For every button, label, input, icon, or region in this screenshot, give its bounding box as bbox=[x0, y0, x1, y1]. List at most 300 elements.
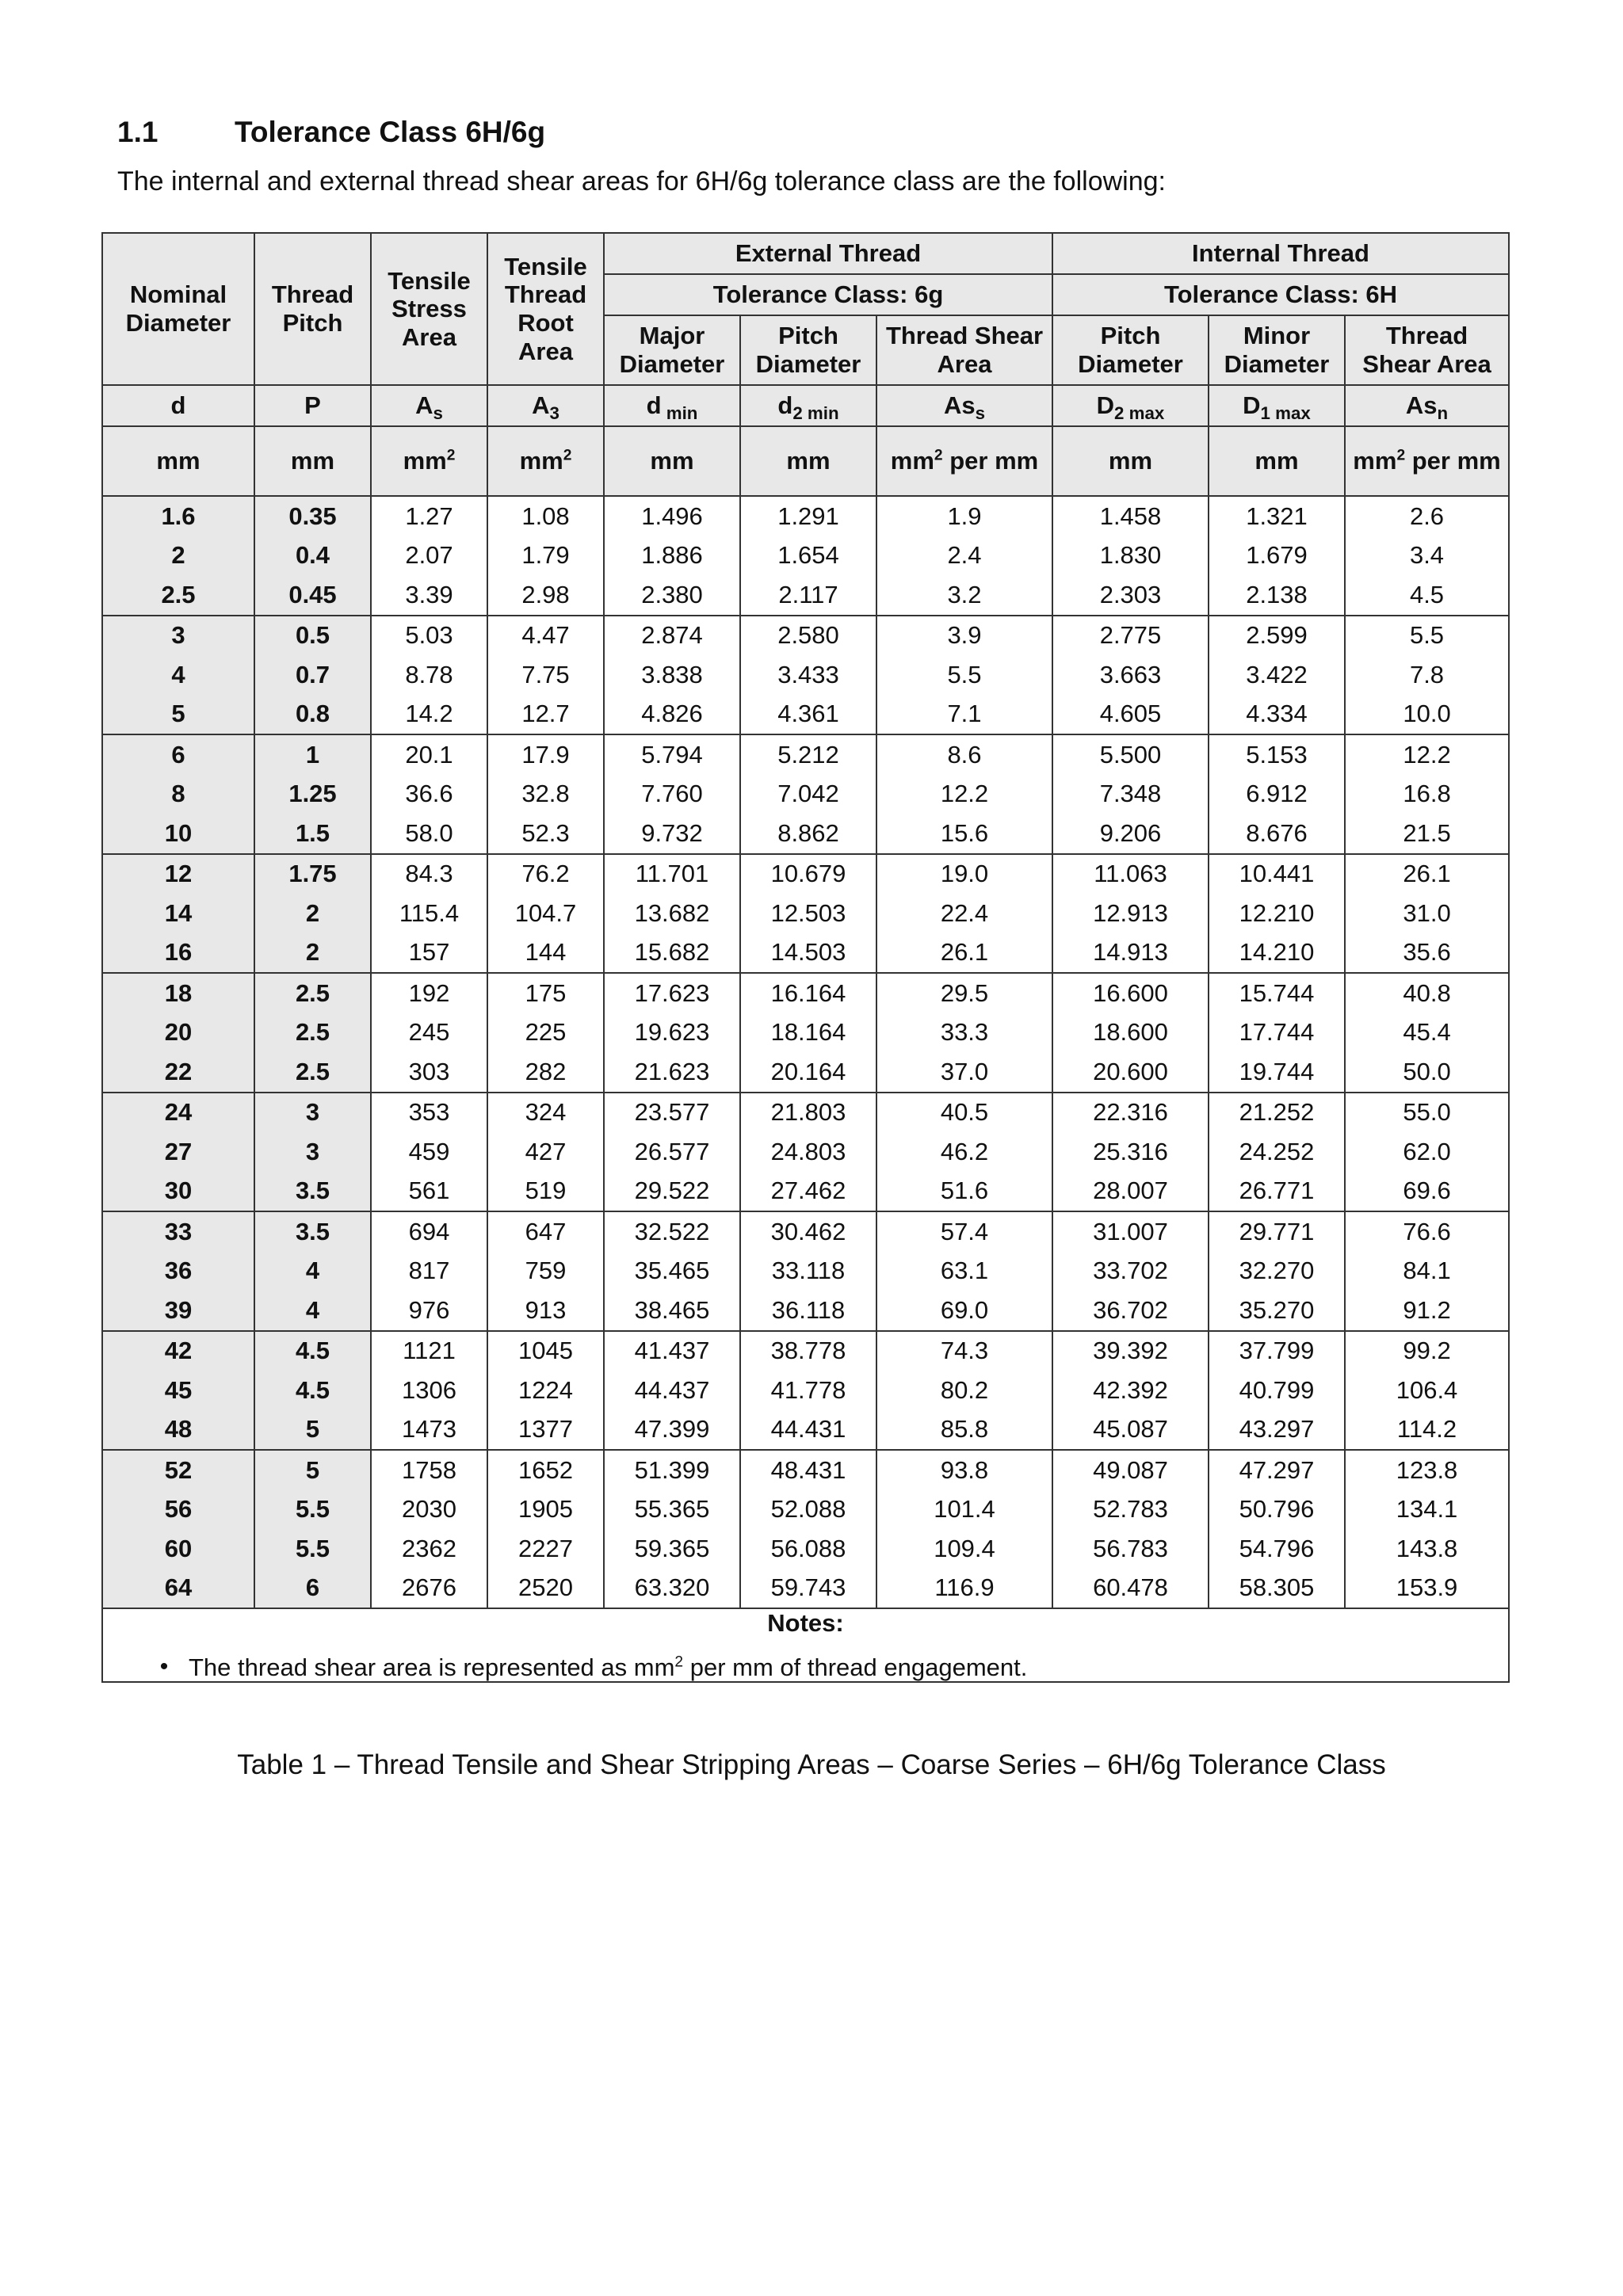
header-external-thread: External Thread bbox=[604, 233, 1052, 274]
unit-mm: mm bbox=[1209, 426, 1345, 496]
cell-root-area: 1652 bbox=[487, 1450, 604, 1490]
cell-nominal-diameter: 64 bbox=[102, 1569, 254, 1609]
cell-nominal-diameter: 30 bbox=[102, 1172, 254, 1212]
cell-root-area: 519 bbox=[487, 1172, 604, 1212]
cell-ext-shear-area: 80.2 bbox=[876, 1371, 1052, 1410]
cell-int-shear-area: 76.6 bbox=[1345, 1211, 1509, 1252]
cell-int-shear-area: 153.9 bbox=[1345, 1569, 1509, 1609]
intro-paragraph: The internal and external thread shear areas for 6H/6g tolerance class are the following: bbox=[117, 166, 1166, 196]
cell-tensile-stress-area: 2.07 bbox=[371, 536, 487, 576]
cell-tensile-stress-area: 303 bbox=[371, 1052, 487, 1093]
cell-ext-major-diameter: 3.838 bbox=[604, 655, 740, 695]
cell-thread-pitch: 4 bbox=[254, 1291, 371, 1331]
cell-root-area: 2.98 bbox=[487, 575, 604, 616]
header-int-minor-diameter: Minor Diameter bbox=[1209, 315, 1345, 385]
cell-tensile-stress-area: 694 bbox=[371, 1211, 487, 1252]
cell-ext-pitch-diameter: 30.462 bbox=[740, 1211, 876, 1252]
table-row bbox=[102, 1211, 1509, 1252]
cell-ext-major-diameter: 5.794 bbox=[604, 734, 740, 775]
cell-int-pitch-diameter: 52.783 bbox=[1052, 1490, 1209, 1530]
cell-ext-major-diameter: 47.399 bbox=[604, 1410, 740, 1451]
cell-int-minor-diameter: 29.771 bbox=[1209, 1211, 1345, 1252]
header-tensile-thread-root-area: Tensile Thread Root Area bbox=[487, 233, 604, 385]
cell-thread-pitch: 0.5 bbox=[254, 616, 371, 656]
table-row bbox=[102, 1172, 1509, 1212]
cell-ext-pitch-diameter: 59.743 bbox=[740, 1569, 876, 1609]
cell-ext-pitch-diameter: 2.117 bbox=[740, 575, 876, 616]
cell-thread-pitch: 0.8 bbox=[254, 695, 371, 735]
cell-root-area: 647 bbox=[487, 1211, 604, 1252]
cell-nominal-diameter: 24 bbox=[102, 1093, 254, 1133]
cell-int-shear-area: 12.2 bbox=[1345, 734, 1509, 775]
symbol-d1-max: $D_{1 max}$ bbox=[1209, 385, 1345, 426]
cell-ext-shear-area: 1.9 bbox=[876, 496, 1052, 536]
cell-tensile-stress-area: 353 bbox=[371, 1093, 487, 1133]
header-row-units bbox=[102, 426, 1509, 496]
cell-ext-pitch-diameter: 38.778 bbox=[740, 1331, 876, 1371]
cell-root-area: 1045 bbox=[487, 1331, 604, 1371]
cell-ext-pitch-diameter: 3.433 bbox=[740, 655, 876, 695]
cell-tensile-stress-area: 1121 bbox=[371, 1331, 487, 1371]
symbol-a3: $A_3$ bbox=[487, 385, 604, 426]
cell-int-pitch-diameter: 11.063 bbox=[1052, 854, 1209, 894]
cell-int-shear-area: 106.4 bbox=[1345, 1371, 1509, 1410]
header-thread-pitch: Thread Pitch bbox=[254, 233, 371, 385]
cell-int-pitch-diameter: 14.913 bbox=[1052, 933, 1209, 974]
cell-thread-pitch: 6 bbox=[254, 1569, 371, 1609]
cell-ext-shear-area: 5.5 bbox=[876, 655, 1052, 695]
cell-tensile-stress-area: 245 bbox=[371, 1013, 487, 1053]
cell-root-area: 282 bbox=[487, 1052, 604, 1093]
cell-nominal-diameter: 16 bbox=[102, 933, 254, 974]
cell-thread-pitch: 2 bbox=[254, 933, 371, 974]
cell-tensile-stress-area: 5.03 bbox=[371, 616, 487, 656]
cell-tensile-stress-area: 1306 bbox=[371, 1371, 487, 1410]
header-int-pitch-diameter: Pitch Diameter bbox=[1052, 315, 1209, 385]
cell-ext-pitch-diameter: 4.361 bbox=[740, 695, 876, 735]
cell-int-minor-diameter: 17.744 bbox=[1209, 1013, 1345, 1053]
cell-nominal-diameter: 60 bbox=[102, 1529, 254, 1569]
cell-ext-major-diameter: 13.682 bbox=[604, 894, 740, 933]
cell-ext-major-diameter: 32.522 bbox=[604, 1211, 740, 1252]
cell-nominal-diameter: 56 bbox=[102, 1490, 254, 1530]
cell-ext-major-diameter: 21.623 bbox=[604, 1052, 740, 1093]
cell-int-pitch-diameter: 5.500 bbox=[1052, 734, 1209, 775]
unit-mm: mm bbox=[102, 426, 254, 496]
cell-int-pitch-diameter: 4.605 bbox=[1052, 695, 1209, 735]
cell-thread-pitch: 5 bbox=[254, 1410, 371, 1451]
cell-int-minor-diameter: 14.210 bbox=[1209, 933, 1345, 974]
cell-tensile-stress-area: 561 bbox=[371, 1172, 487, 1212]
cell-ext-shear-area: 26.1 bbox=[876, 933, 1052, 974]
header-int-tolerance: Tolerance Class: 6H bbox=[1052, 274, 1509, 315]
table-row bbox=[102, 933, 1509, 974]
table-row bbox=[102, 1132, 1509, 1172]
cell-nominal-diameter: 52 bbox=[102, 1450, 254, 1490]
cell-int-shear-area: 123.8 bbox=[1345, 1450, 1509, 1490]
cell-thread-pitch: 5.5 bbox=[254, 1490, 371, 1530]
cell-thread-pitch: 0.7 bbox=[254, 655, 371, 695]
cell-tensile-stress-area: 3.39 bbox=[371, 575, 487, 616]
cell-ext-major-diameter: 23.577 bbox=[604, 1093, 740, 1133]
symbol-asn: $As_n$ bbox=[1345, 385, 1509, 426]
cell-nominal-diameter: 14 bbox=[102, 894, 254, 933]
symbol-d: d bbox=[102, 385, 254, 426]
cell-tensile-stress-area: 976 bbox=[371, 1291, 487, 1331]
cell-ext-major-diameter: 17.623 bbox=[604, 973, 740, 1013]
table-row bbox=[102, 536, 1509, 576]
cell-int-pitch-diameter: 56.783 bbox=[1052, 1529, 1209, 1569]
cell-ext-major-diameter: 41.437 bbox=[604, 1331, 740, 1371]
cell-int-pitch-diameter: 25.316 bbox=[1052, 1132, 1209, 1172]
cell-root-area: 2520 bbox=[487, 1569, 604, 1609]
table-row bbox=[102, 854, 1509, 894]
cell-tensile-stress-area: 8.78 bbox=[371, 655, 487, 695]
cell-ext-major-diameter: 26.577 bbox=[604, 1132, 740, 1172]
cell-tensile-stress-area: 459 bbox=[371, 1132, 487, 1172]
header-ext-tolerance: Tolerance Class: 6g bbox=[604, 274, 1052, 315]
cell-int-pitch-diameter: 22.316 bbox=[1052, 1093, 1209, 1133]
cell-ext-pitch-diameter: 12.503 bbox=[740, 894, 876, 933]
cell-tensile-stress-area: 36.6 bbox=[371, 775, 487, 814]
header-row-symbols bbox=[102, 385, 1509, 426]
cell-int-shear-area: 69.6 bbox=[1345, 1172, 1509, 1212]
cell-thread-pitch: 1.25 bbox=[254, 775, 371, 814]
cell-ext-major-diameter: 4.826 bbox=[604, 695, 740, 735]
table-row bbox=[102, 1093, 1509, 1133]
cell-nominal-diameter: 1.6 bbox=[102, 496, 254, 536]
cell-int-minor-diameter: 37.799 bbox=[1209, 1331, 1345, 1371]
cell-ext-pitch-diameter: 48.431 bbox=[740, 1450, 876, 1490]
cell-nominal-diameter: 5 bbox=[102, 695, 254, 735]
cell-ext-major-diameter: 2.380 bbox=[604, 575, 740, 616]
header-row-groups bbox=[102, 233, 1509, 274]
cell-int-shear-area: 55.0 bbox=[1345, 1093, 1509, 1133]
section-heading bbox=[117, 116, 545, 149]
cell-nominal-diameter: 27 bbox=[102, 1132, 254, 1172]
notes-title: Notes: bbox=[767, 1609, 844, 1637]
cell-ext-shear-area: 19.0 bbox=[876, 854, 1052, 894]
cell-int-pitch-diameter: 42.392 bbox=[1052, 1371, 1209, 1410]
cell-int-shear-area: 3.4 bbox=[1345, 536, 1509, 576]
cell-ext-shear-area: 93.8 bbox=[876, 1450, 1052, 1490]
cell-tensile-stress-area: 1473 bbox=[371, 1410, 487, 1451]
cell-thread-pitch: 4 bbox=[254, 1252, 371, 1291]
cell-int-minor-diameter: 19.744 bbox=[1209, 1052, 1345, 1093]
symbol-ass: $As_s$ bbox=[876, 385, 1052, 426]
cell-ext-major-diameter: 15.682 bbox=[604, 933, 740, 974]
cell-int-pitch-diameter: 20.600 bbox=[1052, 1052, 1209, 1093]
cell-ext-shear-area: 37.0 bbox=[876, 1052, 1052, 1093]
cell-tensile-stress-area: 192 bbox=[371, 973, 487, 1013]
cell-int-pitch-diameter: 12.913 bbox=[1052, 894, 1209, 933]
cell-int-shear-area: 2.6 bbox=[1345, 496, 1509, 536]
cell-int-minor-diameter: 26.771 bbox=[1209, 1172, 1345, 1212]
cell-ext-shear-area: 7.1 bbox=[876, 695, 1052, 735]
table-row bbox=[102, 1331, 1509, 1371]
cell-ext-shear-area: 40.5 bbox=[876, 1093, 1052, 1133]
cell-int-shear-area: 114.2 bbox=[1345, 1410, 1509, 1451]
cell-int-minor-diameter: 2.138 bbox=[1209, 575, 1345, 616]
table-row bbox=[102, 1450, 1509, 1490]
cell-ext-pitch-diameter: 33.118 bbox=[740, 1252, 876, 1291]
cell-tensile-stress-area: 1.27 bbox=[371, 496, 487, 536]
cell-nominal-diameter: 10 bbox=[102, 814, 254, 854]
table-row bbox=[102, 1052, 1509, 1093]
cell-thread-pitch: 3.5 bbox=[254, 1211, 371, 1252]
cell-root-area: 104.7 bbox=[487, 894, 604, 933]
cell-int-pitch-diameter: 28.007 bbox=[1052, 1172, 1209, 1212]
cell-ext-major-diameter: 63.320 bbox=[604, 1569, 740, 1609]
cell-ext-pitch-diameter: 36.118 bbox=[740, 1291, 876, 1331]
cell-int-pitch-diameter: 1.830 bbox=[1052, 536, 1209, 576]
cell-ext-major-diameter: 1.496 bbox=[604, 496, 740, 536]
cell-root-area: 913 bbox=[487, 1291, 604, 1331]
cell-ext-pitch-diameter: 8.862 bbox=[740, 814, 876, 854]
cell-thread-pitch: 1 bbox=[254, 734, 371, 775]
cell-int-pitch-diameter: 2.303 bbox=[1052, 575, 1209, 616]
cell-ext-pitch-diameter: 5.212 bbox=[740, 734, 876, 775]
cell-ext-shear-area: 51.6 bbox=[876, 1172, 1052, 1212]
cell-int-pitch-diameter: 1.458 bbox=[1052, 496, 1209, 536]
cell-ext-pitch-diameter: 7.042 bbox=[740, 775, 876, 814]
cell-int-minor-diameter: 1.321 bbox=[1209, 496, 1345, 536]
cell-int-minor-diameter: 4.334 bbox=[1209, 695, 1345, 735]
cell-ext-major-diameter: 44.437 bbox=[604, 1371, 740, 1410]
cell-nominal-diameter: 18 bbox=[102, 973, 254, 1013]
table-row bbox=[102, 973, 1509, 1013]
cell-ext-shear-area: 22.4 bbox=[876, 894, 1052, 933]
cell-int-minor-diameter: 54.796 bbox=[1209, 1529, 1345, 1569]
cell-nominal-diameter: 48 bbox=[102, 1410, 254, 1451]
cell-int-shear-area: 4.5 bbox=[1345, 575, 1509, 616]
table-row bbox=[102, 1291, 1509, 1331]
cell-root-area: 12.7 bbox=[487, 695, 604, 735]
cell-int-minor-diameter: 5.153 bbox=[1209, 734, 1345, 775]
cell-root-area: 175 bbox=[487, 973, 604, 1013]
cell-int-pitch-diameter: 18.600 bbox=[1052, 1013, 1209, 1053]
cell-nominal-diameter: 3 bbox=[102, 616, 254, 656]
table-row bbox=[102, 1529, 1509, 1569]
cell-int-pitch-diameter: 3.663 bbox=[1052, 655, 1209, 695]
header-ext-major-diameter: Major Diameter bbox=[604, 315, 740, 385]
table-row bbox=[102, 1410, 1509, 1451]
cell-int-shear-area: 62.0 bbox=[1345, 1132, 1509, 1172]
cell-ext-major-diameter: 11.701 bbox=[604, 854, 740, 894]
cell-thread-pitch: 3.5 bbox=[254, 1172, 371, 1212]
cell-thread-pitch: 1.5 bbox=[254, 814, 371, 854]
unit-mm2: $mm^2$ bbox=[371, 426, 487, 496]
cell-nominal-diameter: 39 bbox=[102, 1291, 254, 1331]
table-row bbox=[102, 775, 1509, 814]
cell-int-pitch-diameter: 9.206 bbox=[1052, 814, 1209, 854]
cell-int-pitch-diameter: 39.392 bbox=[1052, 1331, 1209, 1371]
cell-int-shear-area: 7.8 bbox=[1345, 655, 1509, 695]
cell-ext-shear-area: 12.2 bbox=[876, 775, 1052, 814]
cell-int-minor-diameter: 3.422 bbox=[1209, 655, 1345, 695]
cell-ext-pitch-diameter: 21.803 bbox=[740, 1093, 876, 1133]
notes-row bbox=[102, 1608, 1509, 1682]
cell-int-minor-diameter: 12.210 bbox=[1209, 894, 1345, 933]
cell-nominal-diameter: 6 bbox=[102, 734, 254, 775]
symbol-as: $A_s$ bbox=[371, 385, 487, 426]
cell-int-minor-diameter: 2.599 bbox=[1209, 616, 1345, 656]
symbol-p: P bbox=[254, 385, 371, 426]
cell-nominal-diameter: 45 bbox=[102, 1371, 254, 1410]
cell-ext-major-diameter: 7.760 bbox=[604, 775, 740, 814]
cell-root-area: 1905 bbox=[487, 1490, 604, 1530]
cell-thread-pitch: 0.45 bbox=[254, 575, 371, 616]
cell-root-area: 32.8 bbox=[487, 775, 604, 814]
cell-thread-pitch: 2.5 bbox=[254, 973, 371, 1013]
cell-ext-shear-area: 109.4 bbox=[876, 1529, 1052, 1569]
header-internal-thread: Internal Thread bbox=[1052, 233, 1509, 274]
cell-int-minor-diameter: 43.297 bbox=[1209, 1410, 1345, 1451]
cell-ext-major-diameter: 1.886 bbox=[604, 536, 740, 576]
table-row bbox=[102, 695, 1509, 735]
unit-mm: mm bbox=[254, 426, 371, 496]
cell-thread-pitch: 0.35 bbox=[254, 496, 371, 536]
cell-int-shear-area: 134.1 bbox=[1345, 1490, 1509, 1530]
cell-ext-shear-area: 15.6 bbox=[876, 814, 1052, 854]
cell-int-minor-diameter: 32.270 bbox=[1209, 1252, 1345, 1291]
cell-int-shear-area: 21.5 bbox=[1345, 814, 1509, 854]
cell-tensile-stress-area: 84.3 bbox=[371, 854, 487, 894]
cell-int-minor-diameter: 21.252 bbox=[1209, 1093, 1345, 1133]
cell-root-area: 76.2 bbox=[487, 854, 604, 894]
header-tensile-stress-area: Tensile Stress Area bbox=[371, 233, 487, 385]
cell-ext-pitch-diameter: 41.778 bbox=[740, 1371, 876, 1410]
cell-ext-shear-area: 2.4 bbox=[876, 536, 1052, 576]
table-row bbox=[102, 894, 1509, 933]
cell-ext-major-diameter: 2.874 bbox=[604, 616, 740, 656]
section-number: 1.1 bbox=[117, 116, 158, 148]
cell-int-minor-diameter: 10.441 bbox=[1209, 854, 1345, 894]
unit-mm2: $mm^2$ bbox=[487, 426, 604, 496]
cell-tensile-stress-area: 2030 bbox=[371, 1490, 487, 1530]
unit-mm2-per-mm: $mm^2$ per mm bbox=[1345, 426, 1509, 496]
cell-tensile-stress-area: 20.1 bbox=[371, 734, 487, 775]
cell-ext-shear-area: 29.5 bbox=[876, 973, 1052, 1013]
cell-nominal-diameter: 2 bbox=[102, 536, 254, 576]
cell-ext-major-diameter: 55.365 bbox=[604, 1490, 740, 1530]
notes-cell bbox=[102, 1608, 1509, 1682]
cell-ext-major-diameter: 9.732 bbox=[604, 814, 740, 854]
cell-int-minor-diameter: 1.679 bbox=[1209, 536, 1345, 576]
cell-ext-pitch-diameter: 27.462 bbox=[740, 1172, 876, 1212]
cell-tensile-stress-area: 2676 bbox=[371, 1569, 487, 1609]
cell-root-area: 144 bbox=[487, 933, 604, 974]
cell-ext-shear-area: 57.4 bbox=[876, 1211, 1052, 1252]
cell-ext-major-diameter: 59.365 bbox=[604, 1529, 740, 1569]
cell-tensile-stress-area: 58.0 bbox=[371, 814, 487, 854]
cell-ext-pitch-diameter: 16.164 bbox=[740, 973, 876, 1013]
cell-root-area: 225 bbox=[487, 1013, 604, 1053]
cell-int-shear-area: 35.6 bbox=[1345, 933, 1509, 974]
cell-ext-shear-area: 33.3 bbox=[876, 1013, 1052, 1053]
cell-int-shear-area: 99.2 bbox=[1345, 1331, 1509, 1371]
cell-root-area: 1377 bbox=[487, 1410, 604, 1451]
cell-int-minor-diameter: 58.305 bbox=[1209, 1569, 1345, 1609]
cell-int-minor-diameter: 50.796 bbox=[1209, 1490, 1345, 1530]
cell-int-shear-area: 26.1 bbox=[1345, 854, 1509, 894]
unit-mm: mm bbox=[604, 426, 740, 496]
cell-int-minor-diameter: 15.744 bbox=[1209, 973, 1345, 1013]
cell-thread-pitch: 5 bbox=[254, 1450, 371, 1490]
table-row bbox=[102, 616, 1509, 656]
cell-ext-pitch-diameter: 52.088 bbox=[740, 1490, 876, 1530]
cell-nominal-diameter: 12 bbox=[102, 854, 254, 894]
header-ext-thread-shear-area: Thread Shear Area bbox=[876, 315, 1052, 385]
table-row bbox=[102, 1013, 1509, 1053]
cell-ext-major-diameter: 35.465 bbox=[604, 1252, 740, 1291]
cell-int-pitch-diameter: 45.087 bbox=[1052, 1410, 1209, 1451]
cell-ext-shear-area: 101.4 bbox=[876, 1490, 1052, 1530]
cell-thread-pitch: 3 bbox=[254, 1093, 371, 1133]
bullet-icon: • bbox=[159, 1653, 169, 1680]
cell-thread-pitch: 2.5 bbox=[254, 1013, 371, 1053]
cell-ext-pitch-diameter: 1.654 bbox=[740, 536, 876, 576]
cell-root-area: 2227 bbox=[487, 1529, 604, 1569]
cell-int-shear-area: 40.8 bbox=[1345, 973, 1509, 1013]
table-row bbox=[102, 734, 1509, 775]
cell-tensile-stress-area: 1758 bbox=[371, 1450, 487, 1490]
cell-nominal-diameter: 42 bbox=[102, 1331, 254, 1371]
cell-ext-shear-area: 85.8 bbox=[876, 1410, 1052, 1451]
note-text: The thread shear area is represented as $mm^2$ per mm of thread engagement. bbox=[189, 1653, 1028, 1681]
cell-ext-major-diameter: 38.465 bbox=[604, 1291, 740, 1331]
cell-tensile-stress-area: 157 bbox=[371, 933, 487, 974]
unit-mm2-per-mm: $mm^2$ per mm bbox=[876, 426, 1052, 496]
cell-thread-pitch: 1.75 bbox=[254, 854, 371, 894]
cell-ext-major-diameter: 19.623 bbox=[604, 1013, 740, 1053]
cell-root-area: 427 bbox=[487, 1132, 604, 1172]
cell-nominal-diameter: 4 bbox=[102, 655, 254, 695]
cell-ext-pitch-diameter: 24.803 bbox=[740, 1132, 876, 1172]
cell-ext-shear-area: 3.9 bbox=[876, 616, 1052, 656]
cell-ext-pitch-diameter: 56.088 bbox=[740, 1529, 876, 1569]
cell-tensile-stress-area: 115.4 bbox=[371, 894, 487, 933]
cell-int-minor-diameter: 35.270 bbox=[1209, 1291, 1345, 1331]
cell-root-area: 7.75 bbox=[487, 655, 604, 695]
cell-nominal-diameter: 8 bbox=[102, 775, 254, 814]
cell-ext-pitch-diameter: 20.164 bbox=[740, 1052, 876, 1093]
cell-root-area: 324 bbox=[487, 1093, 604, 1133]
table-row bbox=[102, 1371, 1509, 1410]
table-row bbox=[102, 496, 1509, 536]
cell-int-pitch-diameter: 31.007 bbox=[1052, 1211, 1209, 1252]
header-ext-pitch-diameter: Pitch Diameter bbox=[740, 315, 876, 385]
cell-tensile-stress-area: 2362 bbox=[371, 1529, 487, 1569]
cell-int-minor-diameter: 47.297 bbox=[1209, 1450, 1345, 1490]
cell-tensile-stress-area: 817 bbox=[371, 1252, 487, 1291]
table-row bbox=[102, 1252, 1509, 1291]
table-row bbox=[102, 575, 1509, 616]
cell-ext-pitch-diameter: 44.431 bbox=[740, 1410, 876, 1451]
cell-ext-pitch-diameter: 14.503 bbox=[740, 933, 876, 974]
table-row bbox=[102, 1569, 1509, 1609]
cell-nominal-diameter: 22 bbox=[102, 1052, 254, 1093]
cell-thread-pitch: 3 bbox=[254, 1132, 371, 1172]
cell-nominal-diameter: 2.5 bbox=[102, 575, 254, 616]
cell-int-shear-area: 31.0 bbox=[1345, 894, 1509, 933]
cell-thread-pitch: 5.5 bbox=[254, 1529, 371, 1569]
table-row bbox=[102, 1490, 1509, 1530]
table-caption: Table 1 – Thread Tensile and Shear Stripping Areas – Coarse Series – 6H/6g Tolerance Class bbox=[237, 1749, 1386, 1780]
section-title: Tolerance Class 6H/6g bbox=[235, 116, 546, 148]
unit-mm: mm bbox=[740, 426, 876, 496]
cell-root-area: 1.79 bbox=[487, 536, 604, 576]
